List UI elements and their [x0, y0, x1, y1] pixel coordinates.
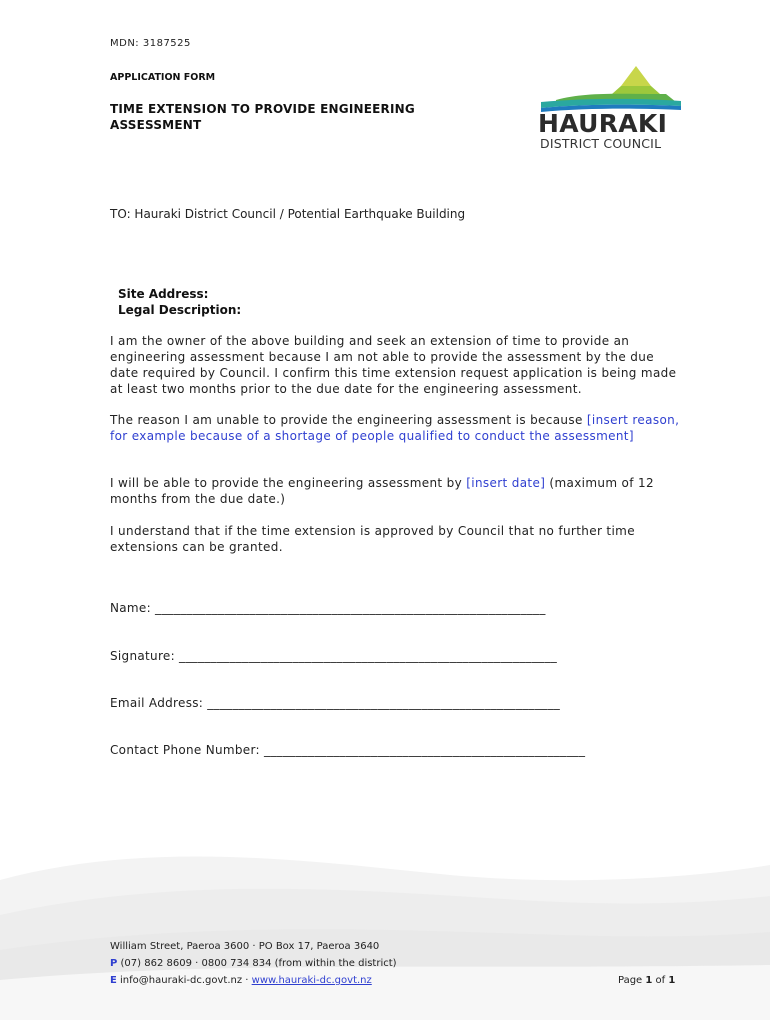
phone-numbers: (07) 862 8609 · 0800 734 834 (from within the district) [117, 958, 397, 969]
form-title: TIME EXTENSION TO PROVIDE ENGINEERING ASSESSMENT [110, 102, 415, 132]
phone-key: P [110, 958, 118, 969]
page-label: Page [618, 975, 646, 986]
date-placeholder: [insert date] [466, 476, 546, 490]
page-number [618, 975, 675, 986]
date-text-a: I will be able to provide the engineering assessment by [110, 476, 467, 490]
reason-placeholder: [insert reason, for example because of a shortage of people qualified to conduct the assessment] [110, 413, 680, 443]
document-number: MDN: 3187525 [110, 38, 191, 49]
signature-field[interactable]: Signature: ____________________________________________________________ [110, 649, 558, 663]
legal-description-label: Legal Description: [118, 303, 242, 317]
paragraph-reason [110, 412, 685, 444]
paragraph-date [110, 475, 685, 507]
logo-subtitle: DISTRICT COUNCIL [540, 136, 662, 151]
footer-address: William Street, Paeroa 3600 · PO Box 17, Paeroa 3640 [110, 941, 380, 952]
site-address-label: Site Address: [118, 287, 209, 301]
footer-email [110, 975, 372, 986]
footer-wave-graphic [0, 820, 770, 1020]
addressee-line: TO: Hauraki District Council / Potential Earthquake Building [110, 207, 466, 221]
email-key: E [110, 975, 117, 986]
logo-wordmark: HAURAKI [538, 109, 668, 138]
website-link[interactable]: www.hauraki-dc.govt.nz [251, 975, 372, 986]
paragraph-owner-statement: I am the owner of the above building and seek an extension of time to provide an engineering assessment because I am not able to provide the assessment by the due date required by Council. I confirm this time extension request application is being made at least two months prior to the due date for the engineering assessment. [110, 334, 677, 396]
page-current: 1 [645, 975, 653, 986]
page-of: of [652, 975, 669, 986]
paragraph-no-further-extensions: I understand that if the time extension is approved by Council that no further time extensions can be granted. [110, 524, 635, 554]
date-text-b: (maximum of 12 months from the due date.) [110, 476, 654, 506]
email-address: info@hauraki-dc.govt.nz · [116, 975, 252, 986]
email-field[interactable]: Email Address: ________________________________________________________ [110, 696, 561, 710]
phone-field[interactable]: Contact Phone Number: ___________________________________________________ [110, 743, 586, 757]
site-details [118, 286, 241, 318]
footer-phone [110, 958, 397, 969]
reason-text: The reason I am unable to provide the engineering assessment is because [110, 413, 587, 427]
form-type-label: APPLICATION FORM [110, 72, 216, 83]
page-total: 1 [668, 975, 676, 986]
name-field[interactable]: Name: ______________________________________________________________ [110, 601, 546, 615]
